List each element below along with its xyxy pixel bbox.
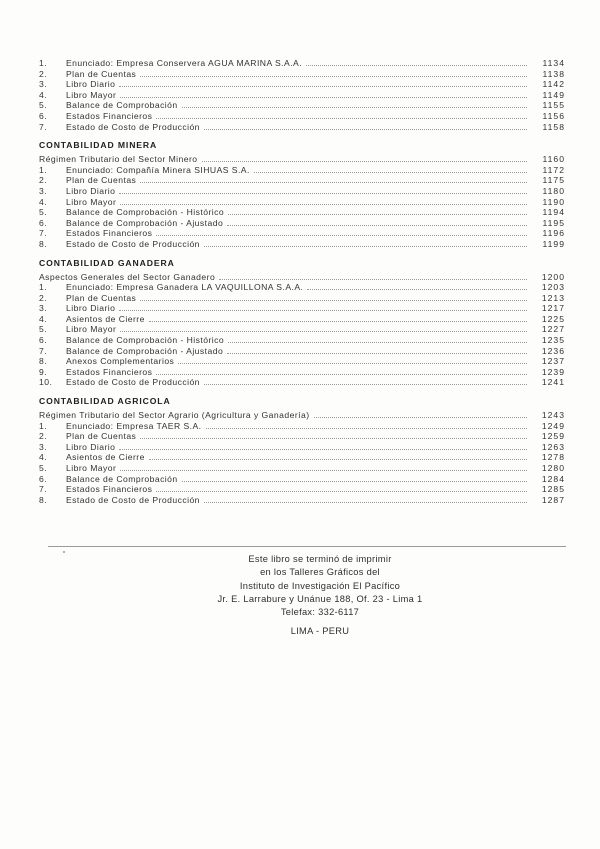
dot-leader [228, 208, 527, 215]
entry-title: Asientos de Cierre [66, 313, 145, 324]
entry-page: 1172 [542, 164, 565, 175]
toc-entry[interactable] [37, 356, 565, 367]
table-of-contents [37, 58, 565, 513]
entry-page: 1225 [541, 313, 565, 324]
entry-number: 3. [39, 303, 48, 314]
entry-number: 5. [39, 207, 48, 218]
entry-number: 1. [39, 420, 48, 431]
toc-entry[interactable] [37, 474, 565, 485]
toc-entry[interactable] [37, 79, 565, 90]
entry-page: 1217 [541, 303, 565, 314]
entry-number: 8. [39, 356, 48, 367]
entry-page: 1249 [541, 420, 565, 431]
entry-number: 8. [39, 494, 48, 505]
print-speck [63, 551, 65, 553]
dot-leader [202, 155, 527, 162]
entry-page: 1138 [542, 68, 565, 79]
dot-leader [227, 219, 527, 226]
entry-title: Asientos de Cierre [66, 452, 145, 463]
entry-page: 1180 [542, 185, 565, 196]
toc-entry[interactable] [37, 69, 565, 80]
entry-title: Balance de Comprobación - Ajustado [66, 345, 224, 356]
entry-title: Plan de Cuentas [66, 68, 137, 79]
section-heading: CONTABILIDAD AGRICOLA [39, 396, 171, 407]
entry-page: 1285 [541, 484, 565, 495]
entry-page: 1156 [542, 110, 565, 121]
entry-title: Libro Diario [66, 303, 116, 314]
entry-page: 1237 [541, 356, 565, 367]
entry-page: 1199 [542, 238, 565, 249]
section-heading: CONTABILIDAD GANADERA [39, 257, 175, 268]
entry-number: 5. [39, 324, 48, 335]
entry-page: 1149 [542, 89, 565, 100]
entry-page: 1195 [542, 217, 565, 228]
dot-leader [119, 80, 527, 87]
dot-leader [156, 485, 527, 492]
dot-leader [119, 304, 527, 311]
entry-title: Enunciado: Empresa Ganadera LA VAQUILLONA S.A.A. [66, 282, 304, 293]
toc-entry[interactable] [37, 197, 565, 208]
dot-leader [149, 453, 527, 460]
entry-title: Libro Diario [66, 79, 116, 90]
entry-number: 3. [39, 185, 48, 196]
entry-number: 6. [39, 217, 48, 228]
toc-entry[interactable] [37, 452, 565, 463]
entry-page: 1190 [542, 196, 565, 207]
dot-leader [140, 70, 527, 77]
toc-entry[interactable] [37, 239, 565, 250]
toc-entry[interactable] [37, 122, 565, 133]
toc-section-agricola [37, 396, 565, 505]
entry-number: 6. [39, 110, 48, 121]
entry-page: 1213 [541, 292, 565, 303]
dot-leader [314, 411, 527, 418]
toc-entry[interactable] [37, 282, 565, 293]
entry-title: Estado de Costo de Producción [66, 377, 200, 388]
entry-title: Libro Mayor [66, 89, 117, 100]
entry-title: Plan de Cuentas [66, 292, 137, 303]
toc-entry[interactable] [37, 186, 565, 197]
entry-number: 9. [39, 366, 48, 377]
entry-page: 1227 [541, 324, 565, 335]
colophon-line: en los Talleres Gráficos del [260, 567, 380, 578]
entry-title: Libro Mayor [66, 324, 117, 335]
entry-number: 10. [39, 377, 53, 388]
entry-number: 7. [39, 484, 48, 495]
entry-title: Aspectos Generales del Sector Ganadero [39, 271, 216, 282]
toc-section-minera [37, 140, 565, 249]
toc-entry[interactable] [37, 335, 565, 346]
toc-entry[interactable] [37, 175, 565, 186]
toc-section-ganadera [37, 258, 565, 389]
entry-page: 1155 [542, 100, 565, 111]
entry-title: Enunciado: Compañía Minera SIHUAS S.A. [66, 164, 250, 175]
dot-leader [156, 229, 527, 236]
dot-leader [204, 496, 527, 503]
dot-leader [204, 378, 527, 385]
entry-title: Enunciado: Empresa Conservera AGUA MARINA S.A.A. [66, 58, 303, 68]
entry-title: Estados Financieros [66, 484, 153, 495]
entry-title: Balance de Comprobación - Ajustado [66, 217, 224, 228]
toc-entry[interactable] [37, 346, 565, 357]
entry-page: 1239 [541, 366, 565, 377]
dot-leader [149, 315, 527, 322]
toc-intro-entry[interactable] [37, 410, 565, 421]
entry-number: 7. [39, 121, 48, 132]
entry-title: Plan de Cuentas [66, 175, 137, 186]
entry-title: Estados Financieros [66, 228, 153, 239]
entry-page: 1134 [542, 58, 565, 68]
dot-leader [228, 336, 527, 343]
entry-number: 4. [39, 196, 48, 207]
dot-leader [178, 357, 527, 364]
entry-number: 6. [39, 473, 48, 484]
dot-leader [182, 475, 527, 482]
entry-title: Enunciado: Empresa TAER S.A. [66, 420, 202, 431]
entry-number: 2. [39, 431, 48, 442]
toc-entry[interactable] [37, 293, 565, 304]
dot-leader [119, 187, 527, 194]
dot-leader [140, 176, 527, 183]
entry-number: 4. [39, 89, 48, 100]
entry-number: 2. [39, 68, 48, 79]
entry-page: 1194 [542, 207, 565, 218]
toc-entry[interactable] [37, 100, 565, 111]
entry-title: Estado de Costo de Producción [66, 494, 200, 505]
toc-entry[interactable] [37, 367, 565, 378]
toc-entry[interactable] [37, 463, 565, 474]
entry-number: 4. [39, 313, 48, 324]
colophon-line: Instituto de Investigación El Pacífico [239, 580, 401, 591]
dot-leader [227, 347, 527, 354]
entry-number: 5. [39, 463, 48, 473]
toc-entry[interactable] [37, 314, 565, 325]
entry-number: 1. [39, 58, 48, 68]
entry-title: Régimen Tributario del Sector Minero [39, 154, 198, 165]
dot-leader [306, 59, 527, 66]
entry-title: Balance de Comprobación - Histórico [66, 207, 225, 218]
toc-entry[interactable] [37, 442, 565, 453]
dot-leader [204, 240, 527, 247]
entry-number: 2. [39, 175, 48, 186]
colophon-divider [48, 546, 566, 547]
entry-number: 3. [39, 79, 48, 90]
entry-page: 1175 [542, 175, 565, 186]
entry-page: 1241 [541, 377, 565, 388]
entry-title: Balance de Comprobación - Histórico [66, 335, 225, 346]
entry-number: 2. [39, 292, 48, 303]
dot-leader [120, 198, 527, 205]
toc-entry[interactable] [37, 218, 565, 229]
toc-entry[interactable] [37, 431, 565, 442]
entry-number: 5. [39, 100, 48, 111]
entry-page: 1196 [542, 228, 565, 239]
entry-title: Balance de Comprobación [66, 100, 178, 111]
toc-entry[interactable] [37, 495, 565, 506]
dot-leader [119, 443, 527, 450]
dot-leader [254, 166, 527, 173]
entry-number: 7. [39, 228, 48, 239]
entry-number: 6. [39, 335, 48, 346]
toc-section-conservera [37, 58, 565, 132]
colophon-city: LIMA - PERU [290, 626, 350, 637]
entry-title: Libro Mayor [66, 196, 117, 207]
entry-page: 1263 [541, 441, 565, 452]
entry-number: 7. [39, 345, 48, 356]
entry-title: Anexos Complementarios [66, 356, 175, 367]
entry-title: Libro Mayor [66, 463, 117, 473]
dot-leader [156, 112, 527, 119]
dot-leader [120, 91, 527, 98]
dot-leader [140, 294, 527, 301]
entry-page: 1160 [542, 154, 565, 165]
toc-entry[interactable] [37, 111, 565, 122]
entry-page: 1158 [542, 121, 565, 132]
entry-page: 1236 [541, 345, 565, 356]
toc-entry[interactable] [37, 228, 565, 239]
entry-number: 8. [39, 238, 48, 249]
colophon-line: Este libro se terminó de imprimir [248, 554, 392, 564]
entry-number: 4. [39, 452, 48, 463]
entry-page: 1200 [541, 271, 565, 282]
dot-leader [219, 273, 527, 280]
entry-page: 1203 [541, 282, 565, 293]
entry-title: Libro Diario [66, 185, 116, 196]
dot-leader [120, 464, 527, 471]
entry-number: 3. [39, 441, 48, 452]
colophon [120, 553, 520, 639]
entry-title: Estado de Costo de Producción [66, 238, 200, 249]
toc-intro-entry[interactable] [37, 154, 565, 165]
entry-title: Estado de Costo de Producción [66, 121, 200, 132]
dot-leader [182, 101, 527, 108]
toc-entry[interactable] [37, 90, 565, 101]
dot-leader [156, 368, 527, 375]
entry-page: 1235 [541, 335, 565, 346]
toc-intro-entry[interactable] [37, 272, 565, 283]
dot-leader [120, 325, 527, 332]
section-heading: CONTABILIDAD MINERA [39, 140, 158, 151]
entry-page: 1278 [541, 452, 565, 463]
entry-title: Libro Diario [66, 441, 116, 452]
colophon-line: Jr. E. Larrabure y Unánue 188, Of. 23 - Lima 1 [217, 593, 423, 604]
toc-entry[interactable] [37, 484, 565, 495]
toc-entry[interactable] [37, 303, 565, 314]
entry-page: 1243 [541, 410, 565, 421]
toc-entry[interactable] [37, 421, 565, 432]
entry-number: 1. [39, 282, 48, 293]
dot-leader [140, 432, 527, 439]
toc-entry[interactable] [37, 207, 565, 218]
entry-title: Estados Financieros [66, 110, 153, 121]
entry-page: 1280 [541, 463, 565, 473]
toc-entry[interactable] [37, 324, 565, 335]
dot-leader [307, 283, 527, 290]
dot-leader [204, 123, 527, 130]
entry-page: 1287 [541, 494, 565, 505]
entry-page: 1142 [542, 79, 565, 90]
entry-page: 1284 [541, 473, 565, 484]
entry-title: Régimen Tributario del Sector Agrario (Agricultura y Ganadería) [39, 410, 310, 421]
entry-title: Balance de Comprobación [66, 473, 178, 484]
dot-leader [206, 422, 527, 429]
toc-entry[interactable] [37, 58, 565, 69]
toc-entry[interactable] [37, 165, 565, 176]
entry-page: 1259 [541, 431, 565, 442]
colophon-line: Telefax: 332-6117 [280, 607, 360, 618]
toc-entry[interactable] [37, 377, 565, 388]
entry-number: 1. [39, 164, 48, 175]
entry-title: Estados Financieros [66, 366, 153, 377]
entry-title: Plan de Cuentas [66, 431, 137, 442]
